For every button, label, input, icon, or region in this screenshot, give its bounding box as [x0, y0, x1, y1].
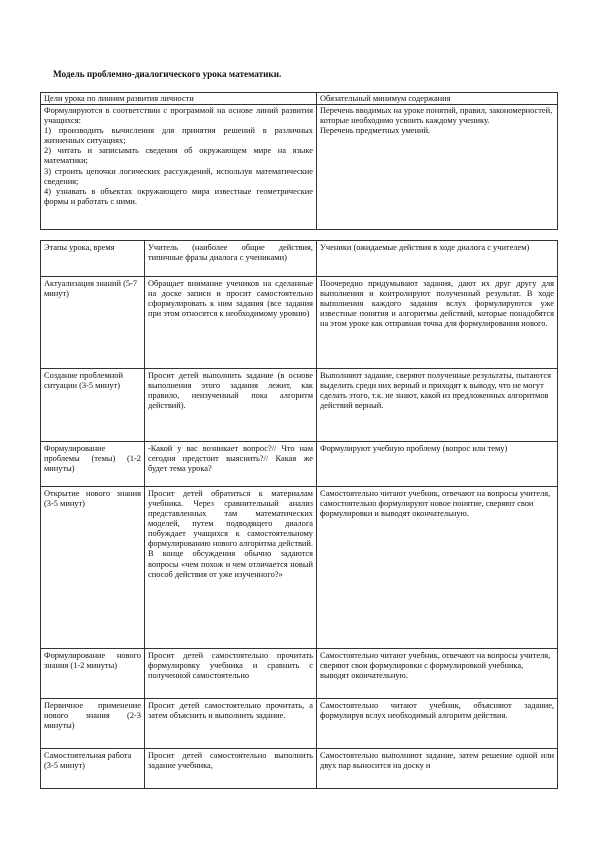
lesson-stages-table	[40, 240, 558, 789]
students-cell: Выполняют задание, сверяют полученные результаты, пытаются выделить среди них верный и приходят к выводу, что не могут сделать этого, т.к. не знают, какой из предложенных алгоритмов действий верный.	[317, 369, 558, 442]
teacher-cell: Просит детей самостоятельно прочитать формулировку учебника и сравнить с полученной самостоятельно	[145, 649, 317, 699]
table-row	[41, 749, 558, 789]
table-row	[41, 699, 558, 749]
stage-header: Этапы урока, время	[41, 241, 145, 277]
stage-cell: Создание проблемной ситуации (3-5 минут)	[41, 369, 145, 442]
table-row	[41, 487, 558, 649]
stage-cell: Формулирование проблемы (темы) (1-2 минуты)	[41, 442, 145, 487]
stage-cell: Самостоятельная работа (3-5 минут)	[41, 749, 145, 789]
minimum-header: Обязательный минимум содержания	[317, 93, 558, 105]
students-header: Ученики (ожидаемые действия в ходе диалога с учителем)	[317, 241, 558, 277]
table-header-row	[41, 241, 558, 277]
stage-cell: Открытие нового знания (3-5 минут)	[41, 487, 145, 649]
students-cell: Самостоятельно читают учебник, объясняют задание, формулируя вслух необходимый алгоритм действия.	[317, 699, 558, 749]
goals-cell: Формулируются в соответствии с программой на основе линий развития учащихся: 1) производить вычисления для принятия решений в различных жизненных ситуациях; 2) читать и записывать сведения об окружающем мире на языке математики; 3) строить цепочки логических рассуждений, используя математические сведения; 4) узнавать в объектах окружающего мира известные геометрические формы и работать с ними.	[41, 105, 317, 230]
students-cell: Поочередно придумывают задания, дают их друг другу для выполнения и контролируют полученный результат. В ходе выполнения каждого задания вслух формулируются уже известные понятия и алгоритмы действий, которые понадобятся на этом уроке как отправная точка для формулирования нового.	[317, 277, 558, 369]
stage-cell: Актуализация знаний (5-7 минут)	[41, 277, 145, 369]
teacher-cell: Просит детей самостоятельно прочитать, а затем объяснить и выполнить задание.	[145, 699, 317, 749]
stage-cell: Первичное применение нового знания (2-3 минуты)	[41, 699, 145, 749]
students-cell: Формулируют учебную проблему (вопрос или тему)	[317, 442, 558, 487]
teacher-cell: Обращает внимание учеников на сделанные на доске записи и просит самостоятельно сформулировать к ним задания (все задания при этом относятся к необходимому уровню)	[145, 277, 317, 369]
stage-cell: Формулирование нового знания (1-2 минуты)	[41, 649, 145, 699]
table-row	[41, 277, 558, 369]
teacher-cell: Просит детей самостоятельно выполнить задание учебника,	[145, 749, 317, 789]
teacher-header: Учитель (наиболее общие действия, типичные фразы диалога с учениками)	[145, 241, 317, 277]
students-cell: Самостоятельно выполняют задание, затем решение одной или двух пар выносится на доску и	[317, 749, 558, 789]
page-title: Модель проблемно-диалогического урока математики.	[53, 69, 282, 79]
students-cell: Самостоятельно читают учебник, отвечают на вопросы учителя, сверяют свои формулировки с формулировкой учебника, выводят окончательную.	[317, 649, 558, 699]
minimum-cell: Перечень вводимых на уроке понятий, правил, закономерностей, которые необходимо усвоить каждому ученику. Перечень предметных умений.	[317, 105, 558, 230]
table-row	[41, 649, 558, 699]
table-row	[41, 442, 558, 487]
goals-table	[40, 92, 558, 230]
teacher-cell: Просит детей обратиться к материалам учебника. Через сравнительный анализ представленных там математических моделей, путем подводящего диалога побуждает учащихся к самостоятельному формулированию нового алгоритма действий. В конце обсуждения обычно задаются вопросы «чем похож и чем отличается новый способ действия от уже изученного?»	[145, 487, 317, 649]
students-cell: Самостоятельно читают учебник, отвечают на вопросы учителя, самостоятельно формулируют новое понятие, сверяют свои формулировки и выводят окончательную.	[317, 487, 558, 649]
teacher-cell: -Какой у вас возникает вопрос?// Что нам сегодня предстоит выяснить?// Какая же будет тема урока?	[145, 442, 317, 487]
goals-header: Цели урока по линиям развития личности	[41, 93, 317, 105]
table-row	[41, 369, 558, 442]
teacher-cell: Просит детей выполнить задание (в основе выполнения этого задания лежит, как правило, неизученный пока алгоритм действий).	[145, 369, 317, 442]
